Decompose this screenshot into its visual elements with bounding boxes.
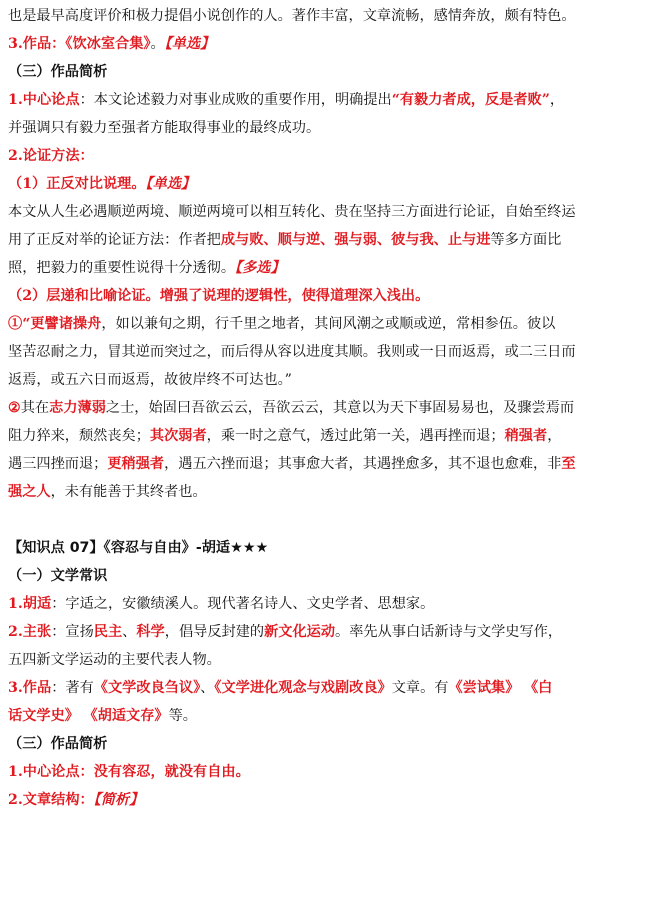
- text-line: [8, 702, 638, 730]
- text-line: [8, 254, 638, 282]
- body-text: ，乘一时之意气，透过此第一关，遇再挫而退；: [206, 428, 505, 444]
- work-title: 《文学改良刍议》: [93, 680, 201, 696]
- body-text: 照，把毅力的重要性说得十分透彻。: [8, 260, 236, 276]
- highlight-phrase: “更譬诸操舟: [22, 316, 102, 332]
- highlight-phrase: 新文化运动: [264, 624, 336, 640]
- highlight-phrase: 其次弱者: [149, 428, 207, 444]
- work-label: 3.作品：: [8, 36, 66, 52]
- subsection-heading: （三）作品简析: [8, 736, 108, 752]
- text-line: 坚苦忍耐之力，冒其逆而突过之，而后得从容以进度其顺。我则或一日而返焉，或二三日而: [8, 344, 576, 360]
- highlight-phrase: 至: [561, 456, 576, 472]
- work-title: 话文学史》: [8, 708, 79, 724]
- text-line: [8, 422, 638, 450]
- method-heading: 2.论证方法：: [8, 148, 94, 164]
- punctuation: ，: [549, 92, 565, 108]
- body-text: 等多方面比: [490, 232, 562, 248]
- highlight-phrase: 强之人: [8, 484, 51, 500]
- body-text: ，如以兼旬之期，行千里之地者，其间风潮之或顺或逆，常相参伍。彼以: [101, 316, 556, 332]
- body-text: ，未有能善于其终者也。: [50, 484, 207, 500]
- text-line: 五四新文学运动的主要代表人物。: [8, 652, 221, 668]
- text-line: [8, 450, 638, 478]
- text-line: 并强调只有毅力至强者方能取得事业的最终成功。: [8, 120, 321, 136]
- body-text: 。率先从事白话新诗与文学史写作，: [335, 624, 563, 640]
- highlight-phrase: 稍强者: [504, 428, 548, 444]
- punctuation: 、: [200, 680, 215, 696]
- works-line: [8, 674, 638, 702]
- body-text: 等。: [168, 708, 197, 724]
- highlight-phrase: 民主: [93, 624, 123, 640]
- example2-line: [8, 394, 638, 422]
- thesis-quote: “有毅力者成，反是者败”: [391, 92, 550, 108]
- question-type-tag: 【简析】: [93, 792, 144, 808]
- body-text: ，遇五六挫而退；其事愈大者，其遇挫愈多，其不退也愈难，非: [164, 456, 562, 472]
- punctuation: ，: [547, 428, 562, 444]
- text-line: [8, 226, 638, 254]
- contrast-pairs: 成与败、顺与逆、强与弱、彼与我、止与进: [220, 232, 491, 248]
- highlight-phrase: 志力薄弱: [49, 400, 106, 416]
- structure-label: 2.文章结构：: [8, 792, 94, 808]
- method2-heading: （2）层递和比喻论证。增强了说理的逻辑性，使得道理深入浅出。: [8, 288, 430, 304]
- body-text: 文章。有: [391, 680, 449, 696]
- body-text: 阻力猝来，颓然丧矣；: [8, 428, 150, 444]
- punctuation: 。: [150, 36, 165, 52]
- thesis-label: 1.中心论点: [8, 92, 80, 108]
- body-text: ，倡导反封建的: [164, 624, 265, 640]
- work-title: 《文学进化观念与戏剧改良》: [214, 680, 392, 696]
- method1-label: （1）正反对比说理。: [8, 176, 146, 192]
- work-title: 《胡适文存》: [83, 708, 169, 724]
- claim-line: [8, 618, 638, 646]
- text-line: 本文从人生必遇顺逆两境、顺逆两境可以相互转化、贵在坚持三方面进行论证，自始至终运: [8, 204, 576, 220]
- circled-number-marker: ①: [8, 316, 23, 332]
- work-title: 《饮冰室合集》: [65, 36, 151, 52]
- body-text: ：本文论述毅力对事业成败的重要作用，明确提出: [79, 92, 392, 108]
- structure-line: [8, 786, 638, 814]
- body-text: 其在: [20, 400, 50, 416]
- author-label: 1.胡适: [8, 596, 52, 612]
- highlight-phrase: 科学: [136, 624, 165, 640]
- work-title: 《尝试集》: [448, 680, 520, 696]
- thesis-line: [8, 86, 638, 114]
- circled-number-marker: ②: [8, 400, 21, 416]
- body-text: 用了正反对举的论证方法：作者把: [8, 232, 221, 248]
- works-label: 3.作品: [8, 680, 52, 696]
- body-text: ：字适之，安徽绩溪人。现代著名诗人、文史学者、思想家。: [51, 596, 435, 612]
- thesis-line: 1.中心论点：没有容忍，就没有自由。: [8, 764, 250, 780]
- body-text: ：宣扬: [51, 624, 94, 640]
- method1-heading: [8, 170, 638, 198]
- knowledge-point-header: 【知识点 07】《容忍与自由》-胡适★★★: [8, 540, 269, 556]
- question-type-tag: 【多选】: [235, 260, 285, 276]
- body-text: 也是最早高度评价和极力提倡小说创作的人。著作丰富，文章流畅，感情奔放，颇有特色。: [8, 8, 576, 24]
- question-type-tag: 【单选】: [164, 36, 215, 52]
- work-line: [8, 30, 638, 58]
- question-type-tag: 【单选】: [145, 176, 196, 192]
- work-title: 《白: [523, 680, 553, 696]
- text-line: 返焉，或五六日而返焉，故彼岸终不可达也。”: [8, 372, 292, 388]
- author-line: [8, 590, 638, 618]
- example1-line: [8, 310, 638, 338]
- body-text: 遇三四挫而退；: [8, 456, 108, 472]
- subsection-heading: （一）文学常识: [8, 568, 108, 584]
- highlight-phrase: 更稍强者: [107, 456, 165, 472]
- text-line: [8, 2, 638, 30]
- punctuation: 、: [122, 624, 137, 640]
- text-line: [8, 478, 638, 506]
- spacer: [8, 506, 638, 534]
- body-text: ：著有: [51, 680, 94, 696]
- claim-label: 2.主张: [8, 624, 52, 640]
- subsection-heading: （三）作品简析: [8, 64, 108, 80]
- body-text: 之士，始固曰吾欲云云，吾欲云云，其意以为天下事固易易也，及骤尝焉而: [105, 400, 575, 416]
